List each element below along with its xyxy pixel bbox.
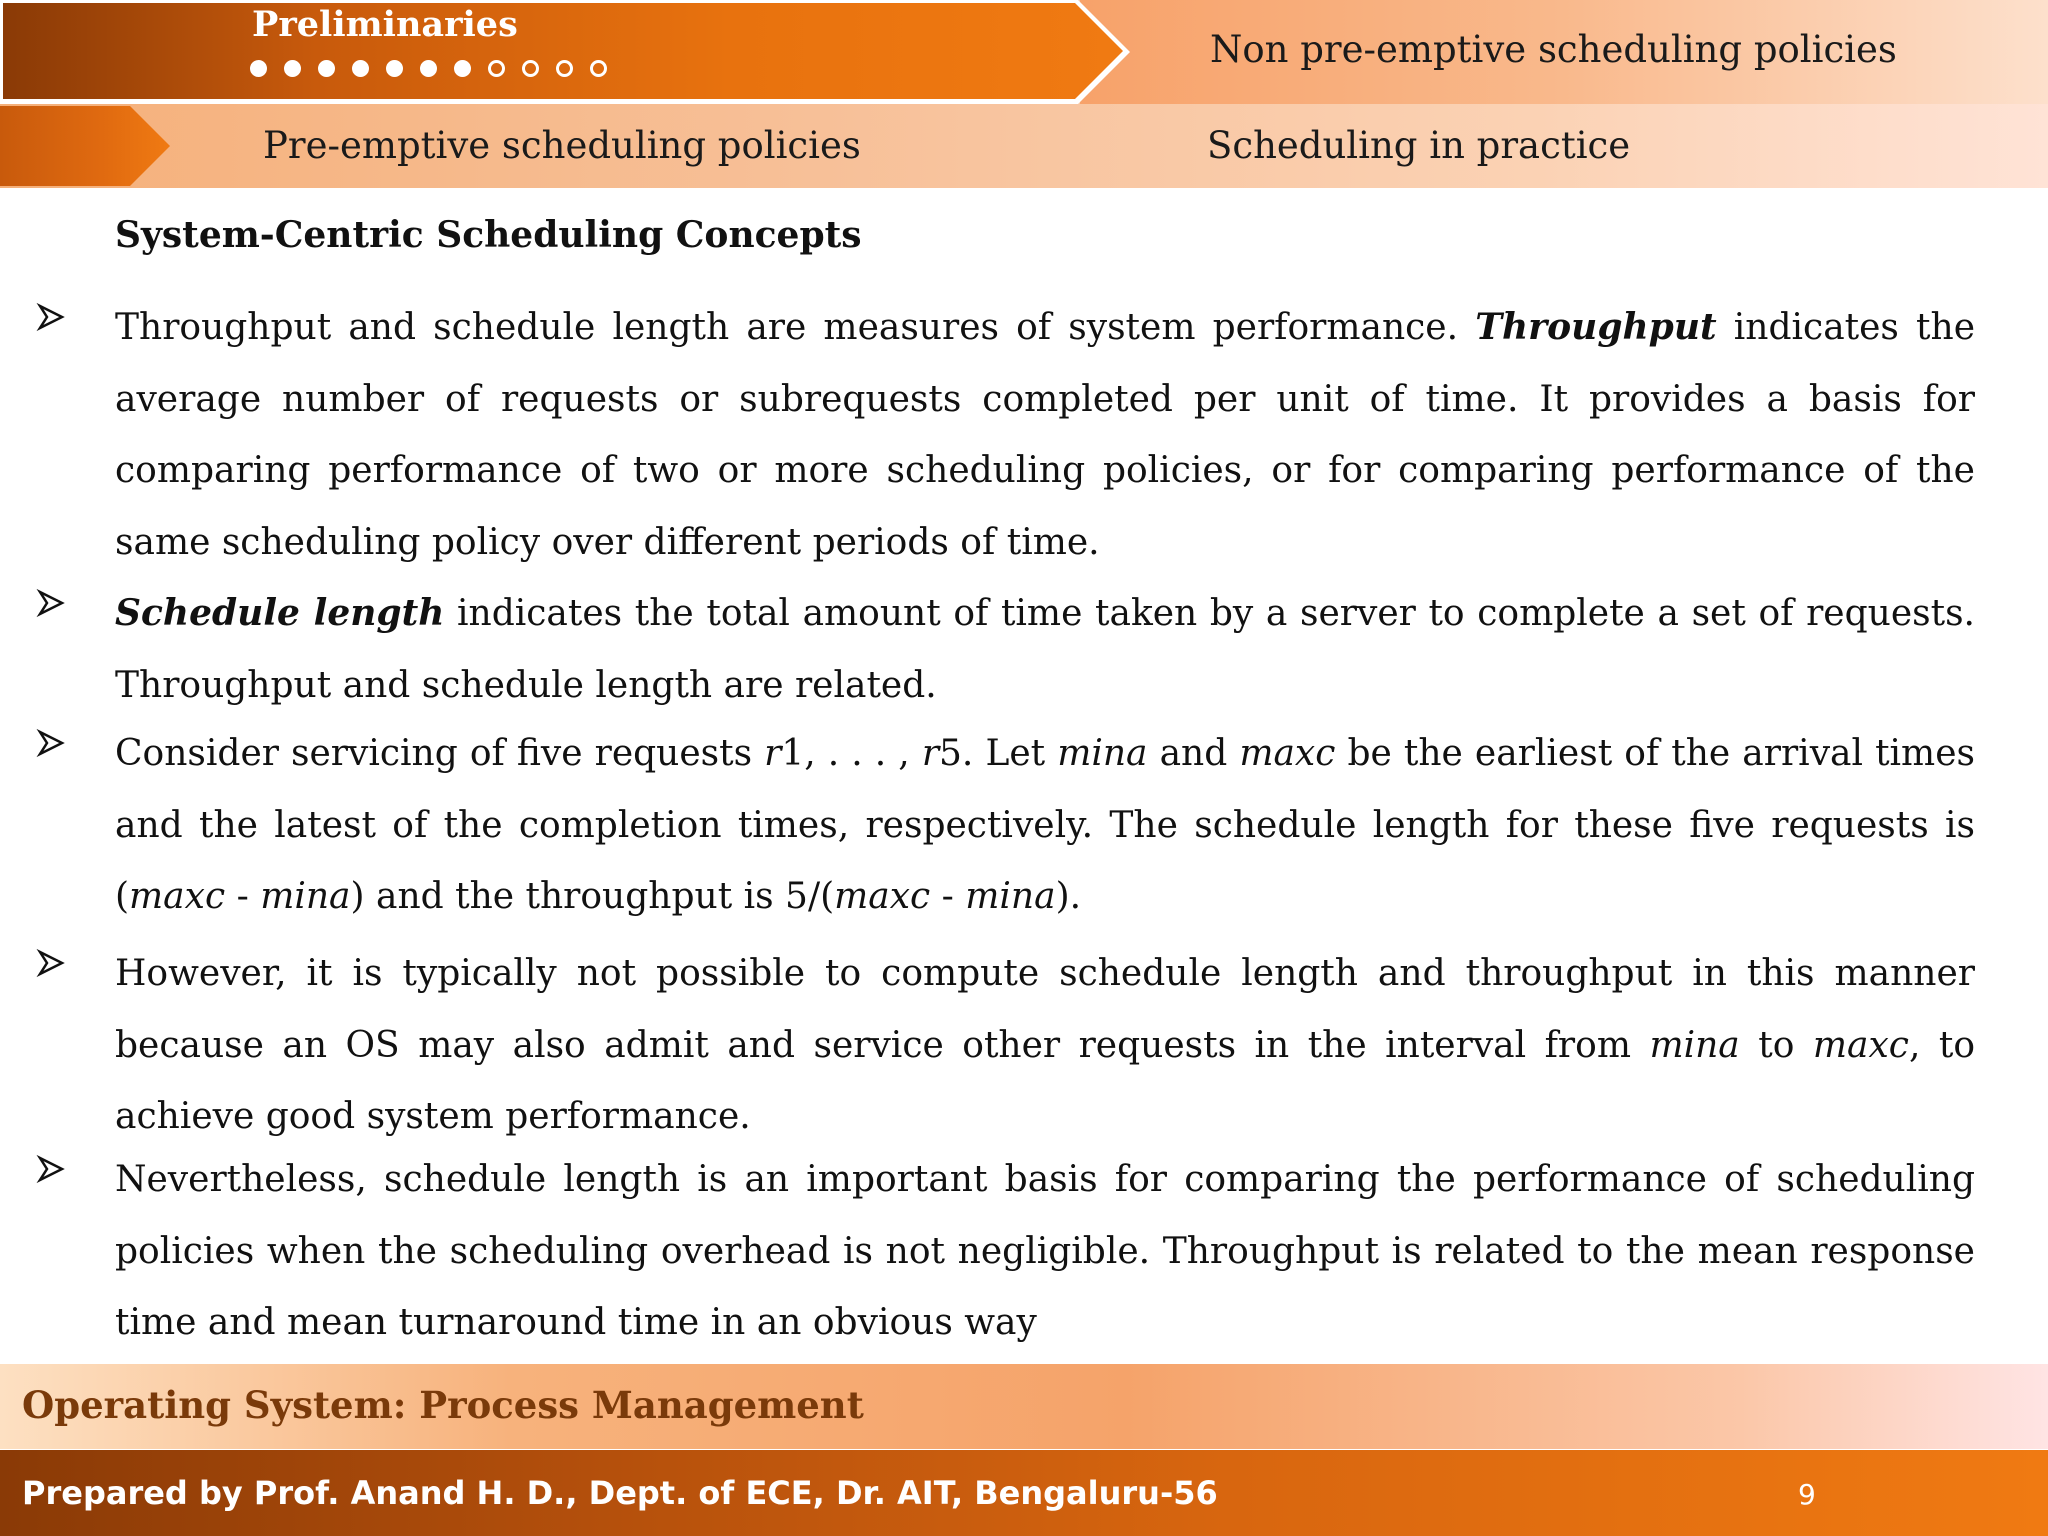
text-run: to xyxy=(1739,1024,1813,1066)
text-run: indicates the total amount of time taken by a server to complete a set of requests. Throughput and schedule length are related. xyxy=(115,593,1975,706)
text-run: 1, . . . , xyxy=(781,733,922,774)
active-section-tab[interactable] xyxy=(0,0,1130,104)
section-progress-dots xyxy=(250,60,607,77)
text-run: , to achieve good system performance. xyxy=(115,1024,1975,1137)
text-run: However, it is typically not possible to compute schedule length and throughput in this manner because an OS may also admit and service other requests in the interval from xyxy=(115,953,1975,1066)
nav-preemptive[interactable]: Pre-emptive scheduling policies xyxy=(263,124,861,167)
progress-dot-filled[interactable] xyxy=(386,60,403,77)
emphasis-text: mina xyxy=(1649,1024,1740,1066)
emphasis-text: mina xyxy=(1057,733,1148,774)
arrowhead-bullet-icon xyxy=(36,1154,66,1184)
prepared-by-text: Prepared by Prof. Anand H. D., Dept. of ECE, Dr. AIT, Bengaluru-56 xyxy=(22,1474,1218,1512)
progress-dot-filled[interactable] xyxy=(352,60,369,77)
progress-dot-filled[interactable] xyxy=(284,60,301,77)
progress-dot-empty[interactable] xyxy=(556,60,573,77)
text-run: Nevertheless, schedule length is an important basis for comparing the performance of scheduling policies when the scheduling overhead is not negligible. Throughput is related to the mean response time and mean turnaround time in an obvious way xyxy=(115,1159,1975,1343)
bullet-text xyxy=(115,1144,1975,1359)
emphasis-text: r xyxy=(764,733,782,774)
progress-dot-filled[interactable] xyxy=(318,60,335,77)
arrowhead-bullet-icon xyxy=(36,302,66,332)
bullet-text xyxy=(115,578,1975,721)
text-run: ) and the throughput is 5/( xyxy=(350,876,835,917)
text-run: Consider servicing of five requests xyxy=(115,733,765,774)
emphasis-text: maxc xyxy=(834,876,931,917)
progress-dot-empty[interactable] xyxy=(590,60,607,77)
progress-dot-empty[interactable] xyxy=(488,60,505,77)
nav-arrow xyxy=(0,106,170,186)
header-bar xyxy=(0,0,2048,188)
text-run: be the earliest of the arrival times and the latest of the completion times, respectively. The schedule length for these five requests is ( xyxy=(115,733,1975,917)
text-run: indicates the average number of requests or subrequests completed per unit of time. It provides a basis for comparing performance of two or more scheduling policies, or for comparing performance of the same scheduling policy over different periods of time. xyxy=(115,307,1976,563)
text-run: - xyxy=(225,876,261,917)
progress-dot-filled[interactable] xyxy=(454,60,471,77)
emphasis-text: mina xyxy=(965,876,1056,917)
text-run: ). xyxy=(1055,876,1082,917)
progress-dot-filled[interactable] xyxy=(250,60,267,77)
nav-scheduling-in-practice[interactable]: Scheduling in practice xyxy=(1207,124,1631,167)
arrowhead-bullet-icon xyxy=(36,588,66,618)
bullet-text xyxy=(115,292,1975,578)
content-title: System-Centric Scheduling Concepts xyxy=(115,214,862,256)
arrowhead-bullet-icon xyxy=(36,948,66,978)
progress-dot-empty[interactable] xyxy=(522,60,539,77)
progress-dot-filled[interactable] xyxy=(420,60,437,77)
section-title: Preliminaries xyxy=(252,4,518,45)
emphasis-text: maxc xyxy=(1812,1024,1909,1066)
emphasis-text: r xyxy=(921,733,940,774)
course-title: Operating System: Process Management xyxy=(22,1383,864,1427)
text-run: - xyxy=(930,876,966,917)
text-run: 5. Let xyxy=(939,733,1058,774)
nav-non-preemptive[interactable]: Non pre-emptive scheduling policies xyxy=(1210,28,1897,71)
text-run: Throughput and schedule length are measures of system performance. xyxy=(115,307,1476,348)
emphasis-text: maxc xyxy=(1239,733,1336,774)
bullet-text xyxy=(115,718,1975,933)
emphasis-text: maxc xyxy=(129,876,226,917)
bullet-text xyxy=(115,938,1975,1153)
emphasis-text: mina xyxy=(260,876,351,917)
emphasis-text: Throughput xyxy=(1475,306,1717,348)
arrowhead-bullet-icon xyxy=(36,728,66,758)
emphasis-text: Schedule length xyxy=(115,592,445,634)
text-run: and xyxy=(1147,733,1240,774)
page-number: 9 xyxy=(1798,1478,1816,1511)
